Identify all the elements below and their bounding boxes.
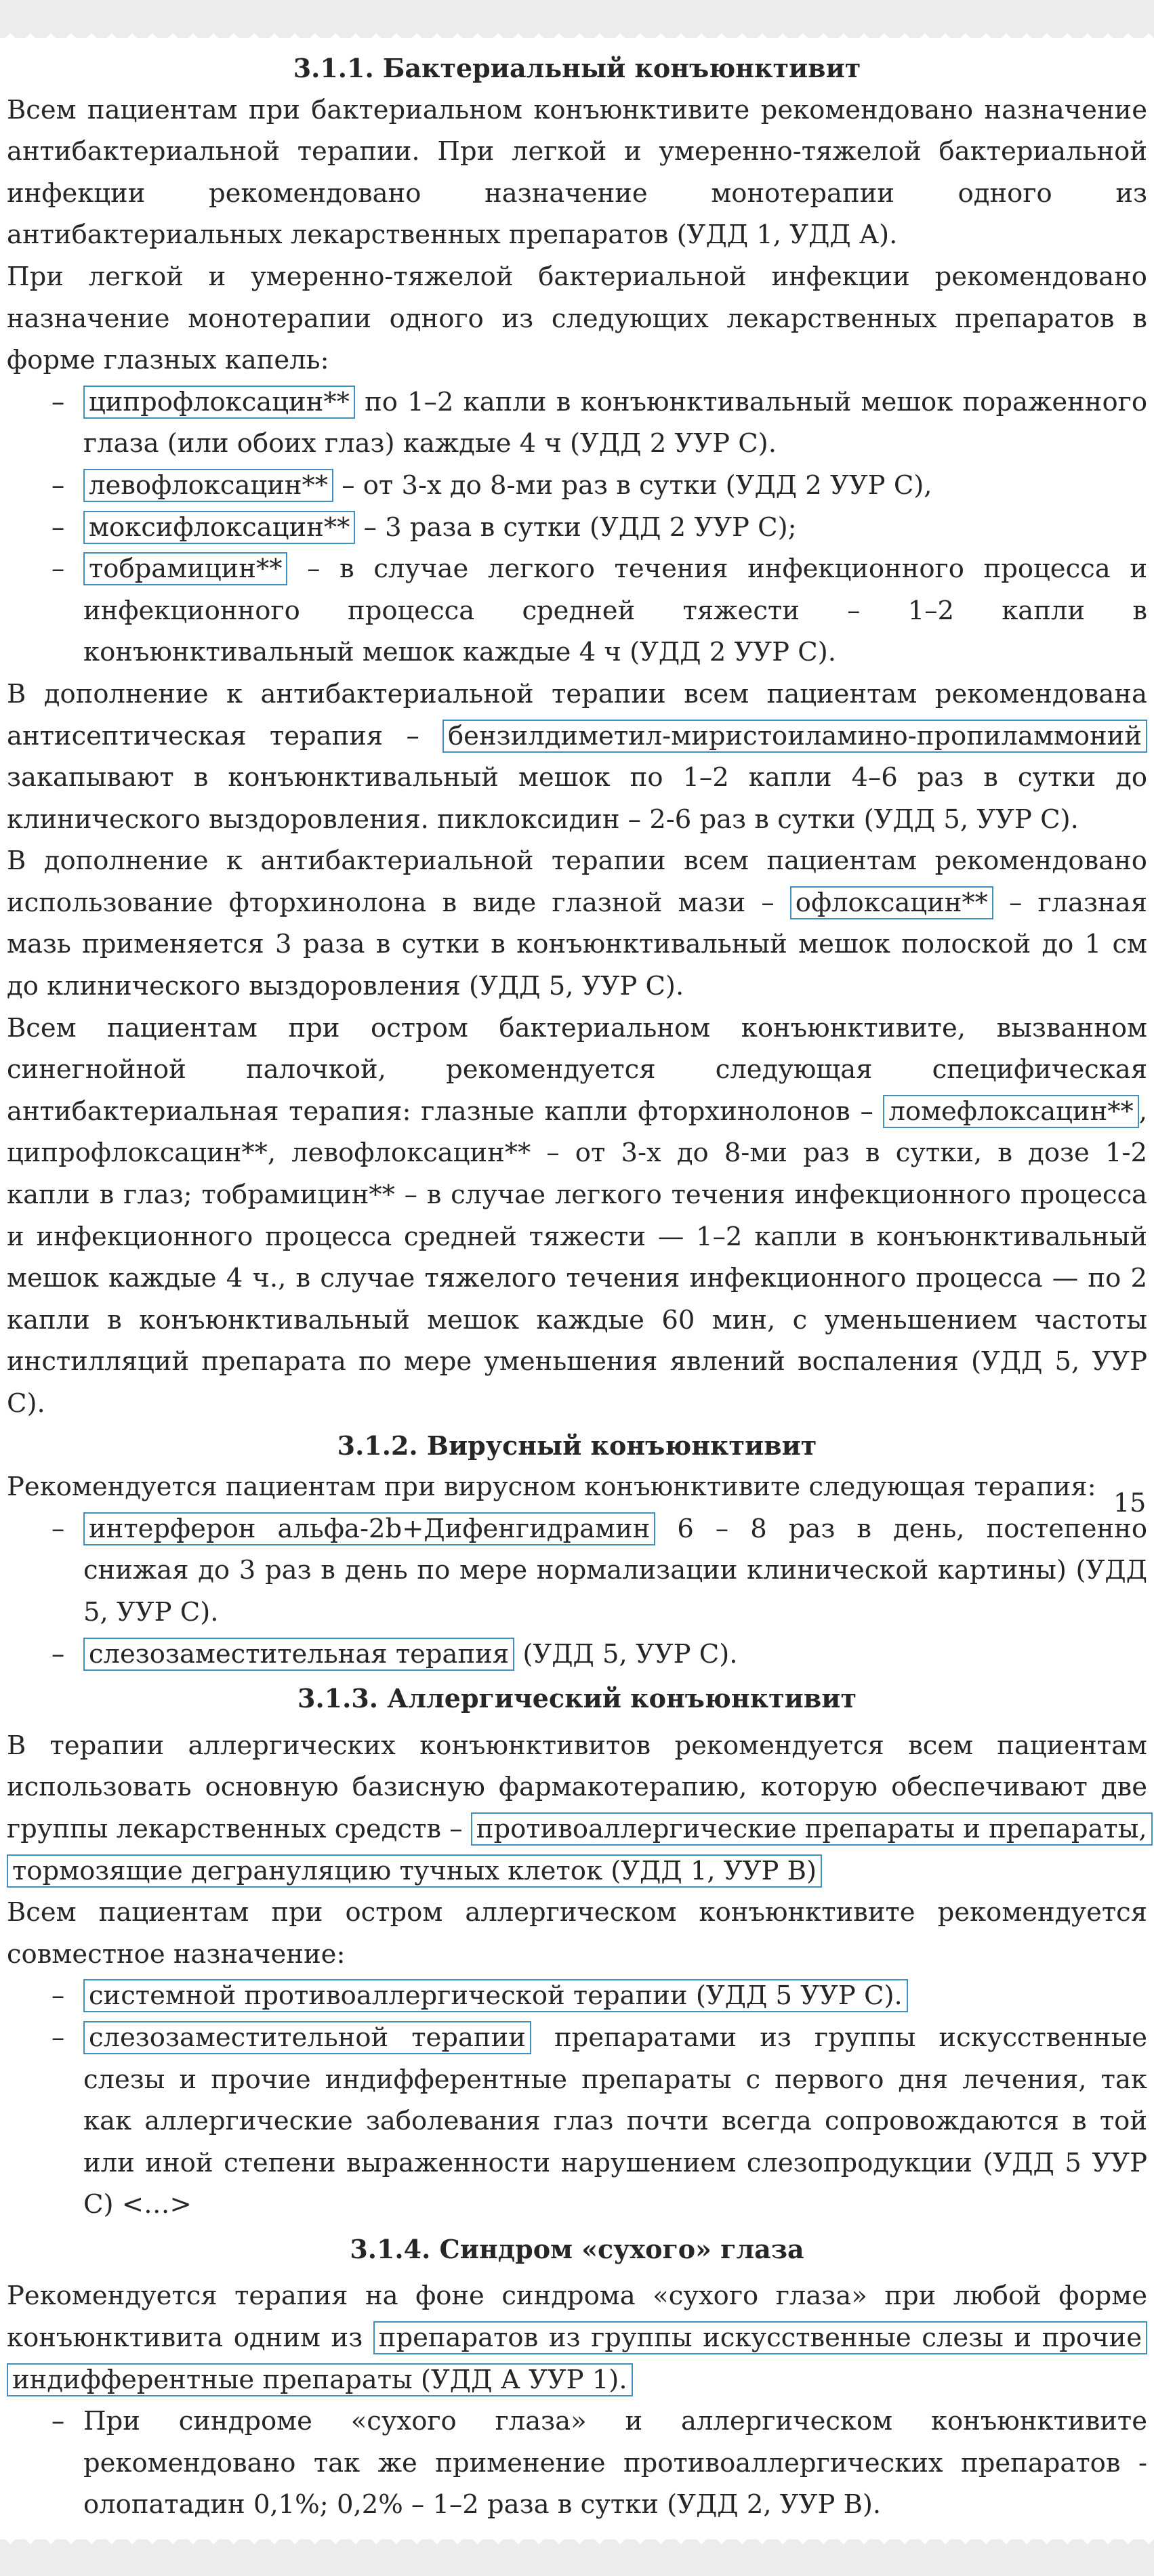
list-item-text: – в случае легкого течения инфекционного процесса и инфекционного процесса средней тяжести – 1–2 капли в конъюнктивальный мешок каждые 4 ч (УДД 2 УУР С). [83,554,1147,668]
list-item [7,381,1147,465]
highlighted-term: слезозаместительной терапии [83,2021,531,2054]
drug-list-viral [7,1508,1147,1675]
list-item-text: препаратами из группы искусственные слезы и прочие индифферентные препараты с первого дня лечения, так как аллергические заболевания глаз почти всегда сопровождаются в той или иной степени выраженности нарушением слезопродукции (УДД 5 УУР С) <…> [83,2022,1147,2220]
dash-marker: – [51,554,65,585]
highlighted-term: тобрамицин** [83,552,287,585]
list-item [7,2017,1147,2226]
list-item [7,1508,1147,1634]
section-heading-allergic: 3.1.3. Аллергический конъюнктивит [297,1683,857,1714]
dash-marker: – [51,1513,65,1544]
paragraph [7,673,1147,840]
list-item [7,507,1147,549]
dash-marker: – [51,512,65,543]
list-item-text: – 3 раза в сутки (УДД 2 УУР С); [355,512,797,543]
dash-marker: – [51,2022,65,2053]
page-top-decoration [0,0,1154,28]
page-number: 15 [1113,1488,1147,1518]
document-body [7,47,1147,2526]
dash-marker: – [51,470,65,501]
dash-marker: – [51,1638,65,1669]
highlighted-term: моксифлоксацин** [83,511,355,544]
paragraph: Рекомендуется пациентам при вирусном конъюнктивите следующая терапия: [7,1472,1096,1503]
highlighted-term: слезозаместительная терапия [83,1638,514,1671]
highlighted-term: препаратов из группы искусственные слезы и прочие индифферентные препараты (УДД А УУР 1). [7,2321,1147,2396]
section-heading-viral: 3.1.2. Вирусный конъюнктивит [337,1430,817,1461]
dash-marker: – [51,2406,65,2437]
paragraph: При легкой и умеренно-тяжелой бактериальной инфекции рекомендовано назначение монотерапии одного из следующих лекарственных препаратов в форме глазных капель: [7,261,1147,376]
highlighted-term: ципрофлоксацин** [83,386,355,419]
highlighted-term: интерферон альфа-2b+Дифенгидрамин [83,1512,655,1545]
paragraph-text: – глазная мазь применяется 3 раза в сутки в конъюнктивальный мешок полоской до 1 см до клинического выздоровления (УДД 5, УУР С). [7,887,1147,1002]
paragraph-text: закапывают в конъюнктивальный мешок по 1–2 капли 4–6 раз в сутки до клинического выздоровления. пиклоксидин – 2-6 раз в сутки (УДД 5, УУР С). [7,762,1147,835]
drug-list-bacterial [7,381,1147,673]
highlighted-term: системной противоаллергической терапии (УДД 5 УУР С). [83,1979,908,2012]
highlighted-term: левофлоксацин** [83,469,333,502]
paragraph [7,1725,1147,1892]
list-item [7,465,1147,507]
paragraph-text: Всем пациентам при остром бактериальном конъюнктивите, вызванном синегнойной палочкой, рекомендуется следующая специфическая антибактериальная терапия: глазные капли фторхинолонов – [7,1012,1147,1127]
paragraph: Всем пациентам при остром аллергическом конъюнктивите рекомендуется совместное назначение: [7,1897,1147,1970]
paragraph-text: Рекомендуется терапия на фоне синдрома «сухого глаза» при любой форме конъюнктивита одним из [7,2281,1147,2354]
page-bottom-decoration [0,2549,1154,2576]
highlighted-term: противоаллергические препараты и препараты, тормозящие дегрануляцию тучных клеток (УДД 1, УУР В) [7,1812,1153,1888]
list-item-text: (УДД 5, УУР С). [514,1638,738,1669]
paragraph-text: , ципрофлоксацин**, левофлоксацин** – от 3-х до 8-ми раз в сутки, в дозе 1-2 капли в глаз; тобрамицин** – в случае легкого течения инфекционного процесса и инфекционного процесса средней тяжести — 1–2 капли в конъюнктивальный мешок каждые 4 ч., в случае тяжелого течения инфекционного процесса — по 2 капли в конъюнктивальный мешок каждые 60 мин, с уменьшением частоты инстилляций препарата по мере уменьшения явлений воспаления (УДД 5, УУР С). [7,1096,1147,1419]
list-item-text: 6 – 8 раз в день, постепенно снижая до 3 раз в день по мере нормализации клинической картины) (УДД 5, УУР С). [83,1513,1147,1627]
paragraph [7,1007,1147,1425]
list-item [7,1634,1147,1676]
section-heading-dry-eye: 3.1.4. Синдром «сухого» глаза [350,2233,804,2264]
list-item-text: При синдроме «сухого глаза» и аллергическом конъюнктивите рекомендовано так же применение противоаллергических препаратов - олопатадин 0,1%; 0,2% – 1–2 раза в сутки (УДД 2, УУР В). [83,2406,1147,2520]
drug-list-dry-eye [7,2401,1147,2526]
list-item-text: по 1–2 капли в конъюнктивальный мешок пораженного глаза (или обоих глаз) каждые 4 ч (УДД 2 УУР С). [83,386,1147,459]
list-item-text: – от 3-х до 8-ми раз в сутки (УДД 2 УУР С), [333,470,932,501]
paragraph: Всем пациентам при бактериальном конъюнктивите рекомендовано назначение антибактериальной терапии. При легкой и умеренно-тяжелой бактериальной инфекции рекомендовано назначение монотерапии одного из антибактериальных лекарственных препаратов (УДД 1, УДД А). [7,94,1147,251]
paragraph-text: В дополнение к антибактериальной терапии всем пациентам рекомендовано использование фторхинолона в виде глазной мази – [7,846,1147,918]
paragraph [7,2275,1147,2401]
paragraph [7,840,1147,1007]
list-item [7,1975,1147,2017]
paragraph-text: В дополнение к антибактериальной терапии всем пациентам рекомендована антисептическая терапия – [7,678,1147,751]
drug-list-allergic [7,1975,1147,2226]
dash-marker: – [51,386,65,417]
list-item [7,2401,1147,2526]
list-item [7,548,1147,673]
section-heading-bacterial: 3.1.1. Бактериальный конъюнктивит [293,53,861,83]
highlighted-term: ломефлоксацин** [883,1095,1138,1128]
highlighted-term: бензилдиметил-миристоиламино-пропиламмоний [442,720,1147,753]
paragraph-text: В терапии аллергических конъюнктивитов рекомендуется всем пациентам использовать основную базисную фармакотерапию, которую обеспечивают две группы лекарственных средств – [7,1730,1147,1844]
dash-marker: – [51,1980,65,2012]
highlighted-term: офлоксацин** [790,886,993,919]
